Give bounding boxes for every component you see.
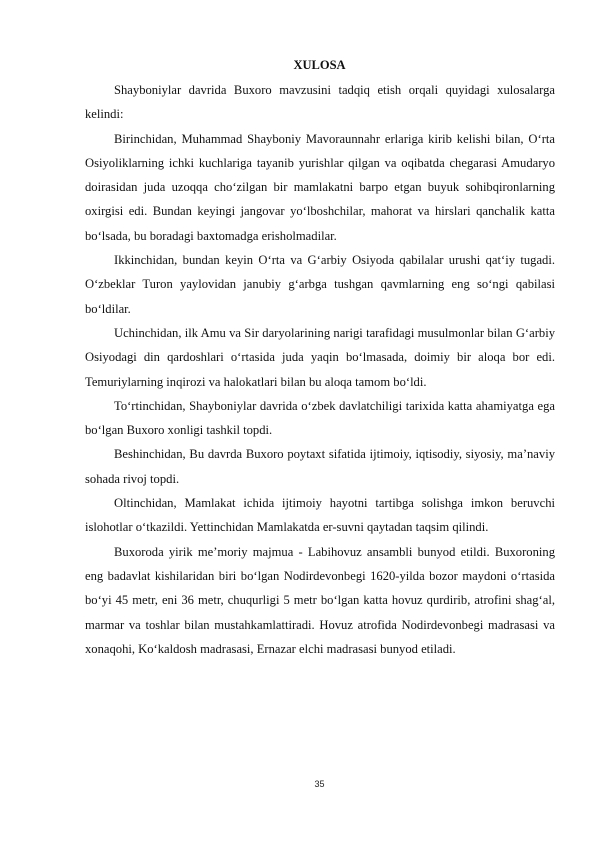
document-body (85, 78, 555, 661)
paragraph-fifth: Beshinchidan, Bu davrda Buxoro poytaxt sifatida ijtimoiy, iqtisodiy, siyosiy, ma’naviy sohada rivoj topdi. (85, 447, 555, 486)
paragraph-fourth: To‘rtinchidan, Shayboniylar davrida o‘zbek davlatchiligi tarixida katta ahamiyatga ega bo‘lgan Buxoro xonligi tashkil topdi. (85, 398, 555, 438)
page-number: 35 (314, 779, 325, 789)
paragraph-third: Uchinchidan, ilk Amu va Sir daryolarining narigi tarafidagi musulmonlar bilan G‘arbiy Osiyodagi din qardoshlari o‘rtasida juda yaqin bo‘lmasada, doimiy bir aloqa bor edi. Temuriylarning inqirozi va halokatlari bilan bu aloqa tamom bo‘ldi. (85, 325, 555, 389)
paragraph-sixth-seventh: Oltinchidan, Mamlakat ichida ijtimoiy hayotni tartibga solishga imkon beruvchi islohotlar o‘tkazildi. Yettinchidan Mamlakatda er-suvni qaytadan taqsim qilindi. (85, 496, 555, 535)
paragraph-second: Ikkinchidan, bundan keyin O‘rta va G‘arbiy Osiyoda qabilalar urushi qat‘iy tugadi. O‘zbeklar Turon yaylovidan janubiy g‘arbga tushgan qavmlarning eng so‘ngi qabilasi bo‘ldilar. (85, 253, 555, 316)
paragraph-first: Birinchidan, Muhammad Shayboniy Mavoraunnahr erlariga kirib kelishi bilan, O‘rta Osiyoliklarning ichki kuchlariga tayanib yurishlar qilgan va oqibatda chegarasi Amudaryo doirasidan juda uzoqqa cho‘zilgan bir mamlakatni barpo etgan buyuk sohibqironlarning oxirgisi edi. Bundan keyingi jangovar yo‘lboshchilar, mahorat va hirslari qanchalik katta bo‘lsada, bu boradagi baxtomadga erisholmadilar. (85, 131, 555, 243)
paragraph-labihovuz: Buxoroda yirik me’moriy majmua - Labihovuz ansambli bunyod etildi. Buxoroning eng badavlat kishilaridan biri bo‘lgan Nodirdevonbegi 1620-yilda bozor maydoni o‘rtasida bo‘yi 45 metr, eni 36 metr, chuqurligi 5 metr bo‘lgan katta hovuz qurdirib, atrofini shag‘al, marmar va toshlar bilan mustahkamlattiradi. Hovuz atrofida Nodirdevonbegi madrasasi va xonaqohi, Ko‘kaldosh madrasasi, Ernazar elchi madrasasi bunyod etiladi. (85, 544, 555, 656)
page-title: XULOSA (293, 58, 346, 72)
paragraph-intro: Shayboniylar davrida Buxoro mavzusini tadqiq etish orqali quyidagi xulosalarga kelindi: (85, 83, 555, 122)
